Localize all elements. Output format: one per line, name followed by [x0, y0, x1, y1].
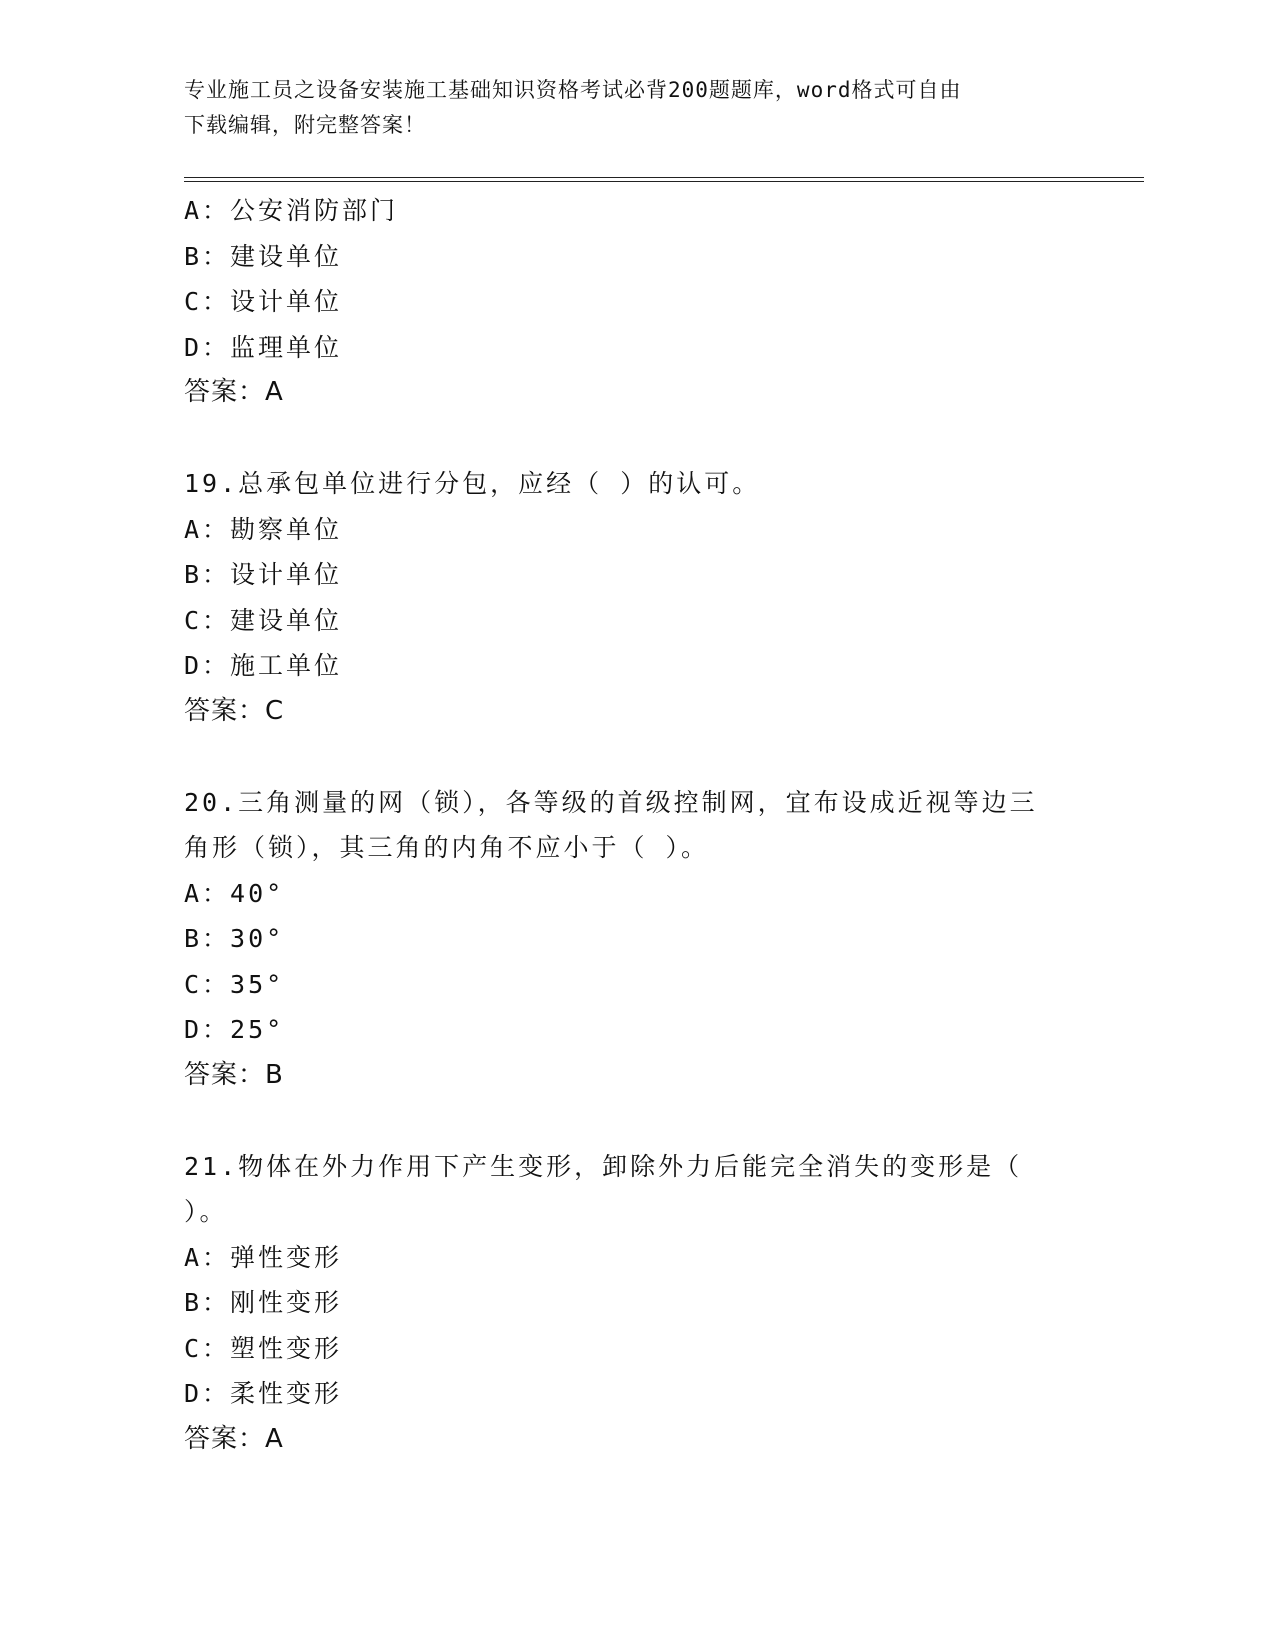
question-text-line-2: ）。 [184, 1197, 228, 1226]
header-divider-bottom [184, 181, 1144, 182]
question-text-line-1: 20.三角测量的网（锁），各等级的首级控制网，宜布设成近视等边三 [184, 787, 1038, 817]
option-d: D：施工单位 [184, 651, 343, 680]
answer: 答案：A [184, 377, 284, 407]
option-d: D：监理单位 [184, 332, 343, 362]
option-b: B：建设单位 [184, 241, 343, 271]
question-18 [184, 188, 1084, 416]
spacer [184, 1098, 1084, 1144]
question-text-line-2: 角形（锁），其三角的内角不应小于（ ）。 [184, 833, 710, 862]
document-header [184, 73, 1084, 143]
answer: 答案：B [184, 1059, 284, 1090]
spacer [184, 416, 1084, 462]
answer: 答案：C [184, 695, 285, 726]
question-text: 19.总承包单位进行分包，应经（ ）的认可。 [184, 469, 761, 498]
option-d: D：柔性变形 [184, 1379, 343, 1408]
option-c: C：塑性变形 [184, 1333, 343, 1363]
question-text-line-1: 21.物体在外力作用下产生变形，卸除外力后能完全消失的变形是（ [184, 1151, 1023, 1181]
option-a: A：勘察单位 [184, 514, 343, 544]
option-a: A：公安消防部门 [184, 196, 399, 225]
option-b: B：设计单位 [184, 560, 343, 589]
header-line-1: 专业施工员之设备安装施工基础知识资格考试必背200题题库，word格式可自由 [184, 78, 962, 102]
option-b: B：刚性变形 [184, 1288, 343, 1317]
option-c: C：设计单位 [184, 287, 343, 316]
spacer [184, 734, 1084, 780]
answer: 答案：A [184, 1423, 284, 1454]
question-20 [184, 780, 1084, 1099]
option-a: A：40° [184, 878, 285, 908]
option-c: C：35° [184, 969, 285, 999]
option-c: C：建设单位 [184, 605, 343, 635]
option-b: B：30° [184, 924, 285, 953]
option-d: D：25° [184, 1015, 285, 1044]
question-21 [184, 1144, 1084, 1463]
header-divider-top [184, 177, 1144, 178]
option-a: A：弹性变形 [184, 1242, 343, 1272]
question-19 [184, 461, 1084, 734]
header-line-2: 下载编辑，附完整答案！ [184, 113, 426, 137]
question-list [184, 188, 1084, 1462]
